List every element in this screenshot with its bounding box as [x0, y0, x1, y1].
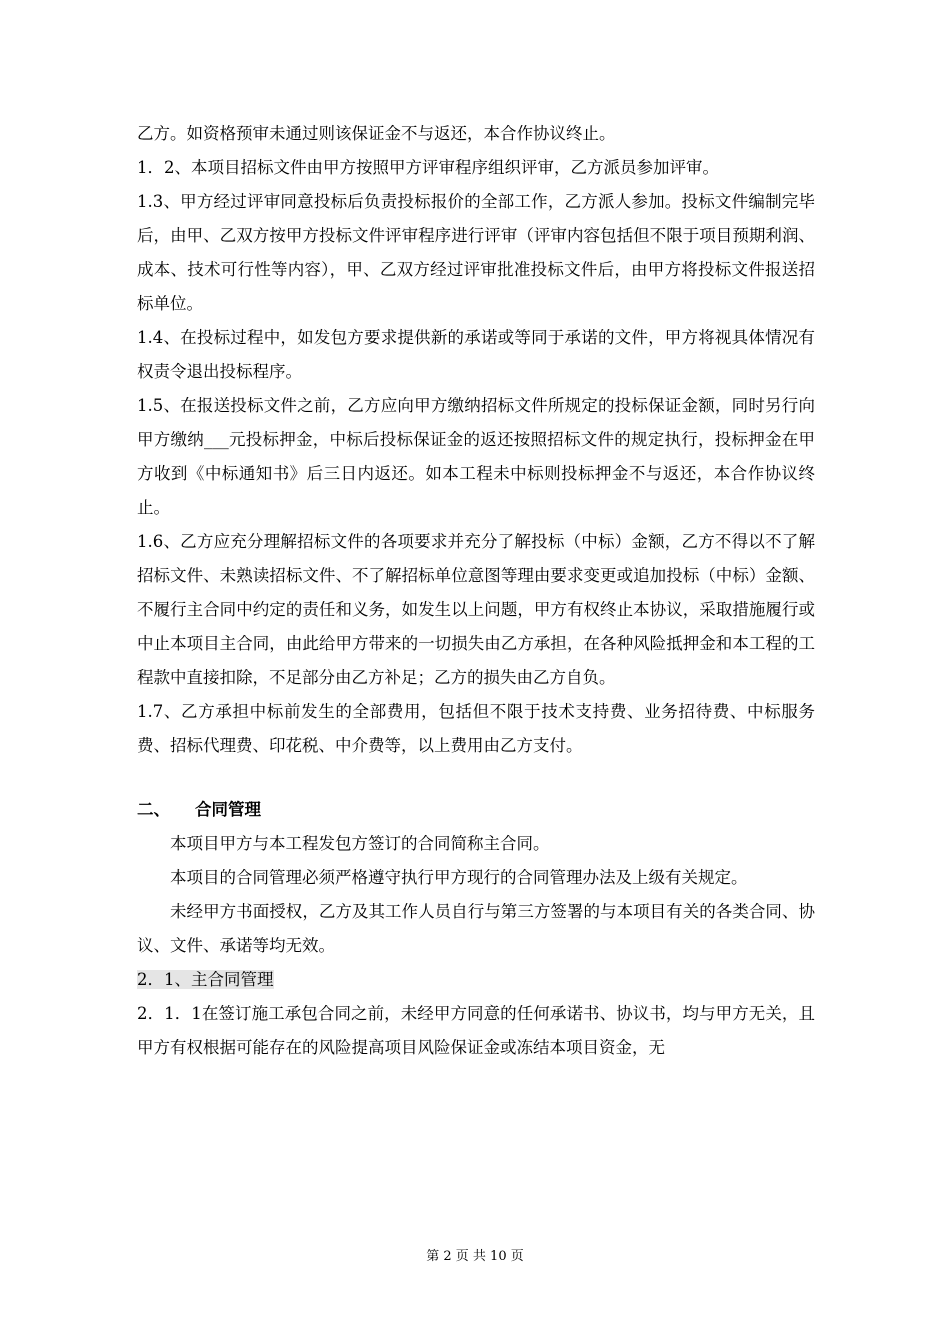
- subheading-line: [137, 963, 815, 997]
- paragraph: 本项目甲方与本工程发包方签订的合同简称主合同。: [170, 834, 550, 853]
- paragraph: 1.6、乙方应充分理解招标文件的各项要求并充分了解投标（中标）金额，乙方不得以不了解招标文件、未熟读招标文件、不了解招标单位意图等理由要求变更或追加投标（中标）金额、不履行主合同中约定的责任和义务，如发生以上问题，甲方有权终止本协议，采取措施履行或中止本项目主合同，由此给甲方带来的一切损失由乙方承担，在各种风险抵押金和本工程的工程款中直接扣除，不足部分由乙方补足；乙方的损失由乙方自负。: [137, 532, 815, 687]
- paragraph: 本项目的合同管理必须严格遵守执行甲方现行的合同管理办法及上级有关规定。: [170, 868, 748, 887]
- page-footer: 第 2 页 共 10 页: [426, 1249, 524, 1264]
- section-heading: [137, 793, 815, 827]
- paragraph: 1．2、本项目招标文件由甲方按照甲方评审程序组织评审，乙方派员参加评审。: [137, 158, 719, 177]
- section-spacer: [137, 763, 815, 793]
- paragraph: 1.5、在报送投标文件之前，乙方应向甲方缴纳招标文件所规定的投标保证金额，同时另行向甲方缴纳___元投标押金，中标后投标保证金的返还按照招标文件的规定执行，投标押金在甲方收到《中标通知书》后三日内返还。如本工程未中标则投标押金不与返还，本合作协议终止。: [137, 396, 815, 517]
- paragraph: 1.3、甲方经过评审同意投标后负责投标报价的全部工作，乙方派人参加。投标文件编制完毕后，由甲、乙双方按甲方投标文件评审程序进行评审（评审内容包括但不限于项目预期利润、成本、技术可行性等内容），甲、乙双方经过评审批准投标文件后，由甲方将投标文件报送招标单位。: [137, 192, 815, 313]
- document-page: [137, 117, 815, 1065]
- paragraph: 未经甲方书面授权，乙方及其工作人员自行与第三方签署的与本项目有关的各类合同、协议、文件、承诺等均无效。: [137, 902, 815, 955]
- paragraph: 1.4、在投标过程中，如发包方要求提供新的承诺或等同于承诺的文件，甲方将视具体情况有权责令退出投标程序。: [137, 328, 815, 381]
- paragraph: 乙方。如资格预审未通过则该保证金不与返还，本合作协议终止。: [137, 124, 616, 143]
- subheading: 2．1、主合同管理: [137, 970, 274, 989]
- section-number: 二、: [137, 800, 170, 819]
- paragraph: 1.7、乙方承担中标前发生的全部费用，包括但不限于技术支持费、业务招待费、中标服务费、招标代理费、印花税、中介费等，以上费用由乙方支付。: [137, 702, 815, 755]
- section-title: 合同管理: [195, 800, 261, 819]
- paragraph: 2．1．1在签订施工承包合同之前，未经甲方同意的任何承诺书、协议书，均与甲方无关，且甲方有权根据可能存在的风险提高项目风险保证金或冻结本项目资金，无: [137, 1004, 815, 1057]
